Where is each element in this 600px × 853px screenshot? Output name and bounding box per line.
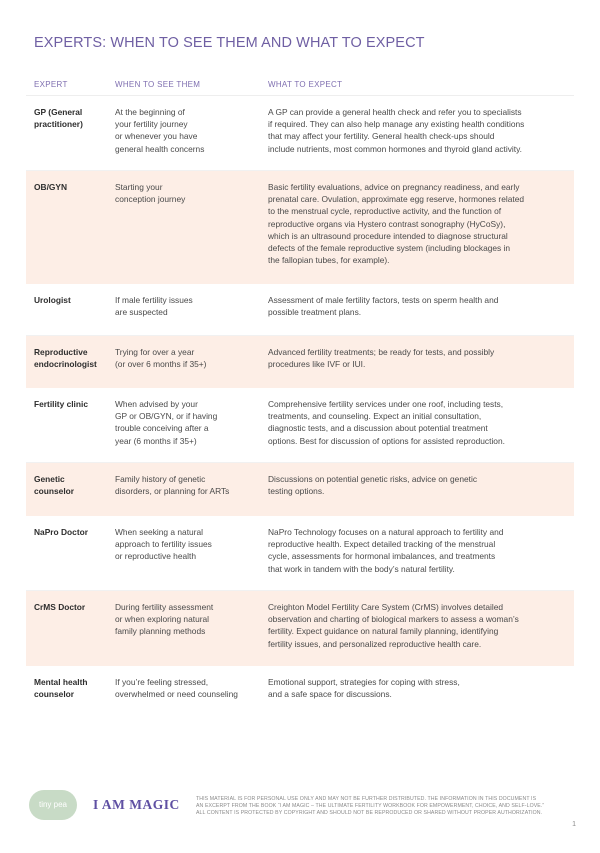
expert-name: Urologist (34, 295, 71, 305)
what-to-expect: Advanced fertility treatments; be ready for tests, and possibly procedures like IVF or IUI. (268, 347, 495, 370)
what-to-expect: Comprehensive fertility services under one roof, including tests, treatments, and counseling. Expect an initial consultation, diagnostic tests, and a discussion about potential treatment options. Best for discussion of options for assisted reproduction. (268, 399, 505, 446)
column-header-expert: EXPERT (34, 80, 68, 89)
copyright-disclaimer: THIS MATERIAL IS FOR PERSONAL USE ONLY AND MAY NOT BE FURTHER DISTRIBUTED. THE INFORMATION IN THIS DOCUMENT IS AN EXCERPT FROM THE BOOK “I AM MAGIC – THE ULTIMATE FERTILITY WORKBOOK FOR EMPOWERMENT, CHOICE, AND SELF-LOVE.” ALL CONTENT IS PROTECTED BY COPYRIGHT AND SHOULD NOT BE REPRODUCED OR SHARED WITHOUT PROPER AUTHORIZATION. (196, 796, 545, 816)
expert-name: NaPro Doctor (34, 527, 88, 537)
table-row (26, 336, 574, 388)
when-to-see: During fertility assessment or when exploring natural family planning methods (115, 602, 214, 637)
expert-name: Reproductive endocrinologist (34, 347, 97, 370)
column-header-when: WHEN TO SEE THEM (115, 80, 201, 89)
when-to-see: Trying for over a year (or over 6 months if 35+) (115, 347, 207, 370)
what-to-expect: Assessment of male fertility factors, tests on sperm health and possible treatment plans. (268, 295, 499, 318)
when-to-see: If male fertility issues are suspected (115, 295, 193, 318)
table-row (26, 591, 574, 666)
tiny-pea-logo: tiny pea (29, 790, 77, 820)
expert-name: OB/GYN (34, 182, 68, 192)
table-header (26, 74, 574, 96)
page-number: 1 (572, 821, 576, 828)
expert-name: Fertility clinic (34, 399, 88, 409)
what-to-expect: Basic fertility evaluations, advice on pregnancy readiness, and early prenatal care. Ovulation, approximate egg reserve, hormones related to the menstrual cycle, reproductive activity, and the function of reproductive organs via Hystero contrast sonography (HyCoSy), which is an ultrasound procedure intended to diagnose structural defects of the female reproductive system (including blockages in the fallopian tubes, for example). (268, 182, 525, 266)
when-to-see: Family history of genetic disorders, or planning for ARTs (115, 474, 230, 497)
when-to-see: When advised by your GP or OB/GYN, or if having trouble conceiving after a year (6 months if 35+) (115, 399, 218, 446)
when-to-see: At the beginning of your fertility journey or whenever you have general health concerns (115, 107, 205, 154)
what-to-expect: Emotional support, strategies for coping with stress, and a safe space for discussions. (268, 677, 460, 700)
what-to-expect: Creighton Model Fertility Care System (CrMS) involves detailed observation and charting of biological markers to assess a woman’s fertility. Expect guidance on natural family planning, identifying fertility issues, and personalized reproductive health care. (268, 602, 519, 649)
table-row (26, 171, 574, 284)
experts-table (26, 74, 574, 716)
table-row (26, 463, 574, 516)
table-row (26, 516, 574, 591)
when-to-see: Starting your conception journey (115, 182, 186, 205)
page-footer (0, 788, 600, 848)
what-to-expect: A GP can provide a general health check and refer you to specialists if required. They can also help manage any existing health conditions that may affect your fertility. General health check-ups should include nutrients, most common hormones and thyroid gland activity. (268, 107, 525, 154)
table-row (26, 284, 574, 336)
expert-name: Genetic counselor (34, 474, 75, 497)
what-to-expect: NaPro Technology focuses on a natural approach to fertility and reproductive health. Expect detailed tracking of the menstrual cycle, assessments for hormonal imbalances, and treatments that work in tandem with the body’s natural fertility. (268, 527, 504, 574)
when-to-see: If you’re feeling stressed, overwhelmed or need counseling (115, 677, 238, 700)
table-row (26, 666, 574, 716)
expert-name: Mental health counselor (34, 677, 88, 700)
i-am-magic-logo: I AM MAGIC (93, 797, 180, 812)
table-row (26, 96, 574, 171)
expert-name: GP (General practitioner) (34, 107, 83, 130)
page-title: EXPERTS: WHEN TO SEE THEM AND WHAT TO EXPECT (34, 35, 425, 51)
when-to-see: When seeking a natural approach to fertility issues or reproductive health (115, 527, 212, 562)
expert-name: CrMS Doctor (34, 602, 86, 612)
column-header-expect: WHAT TO EXPECT (268, 80, 343, 89)
table-row (26, 388, 574, 463)
what-to-expect: Discussions on potential genetic risks, advice on genetic testing options. (268, 474, 478, 497)
